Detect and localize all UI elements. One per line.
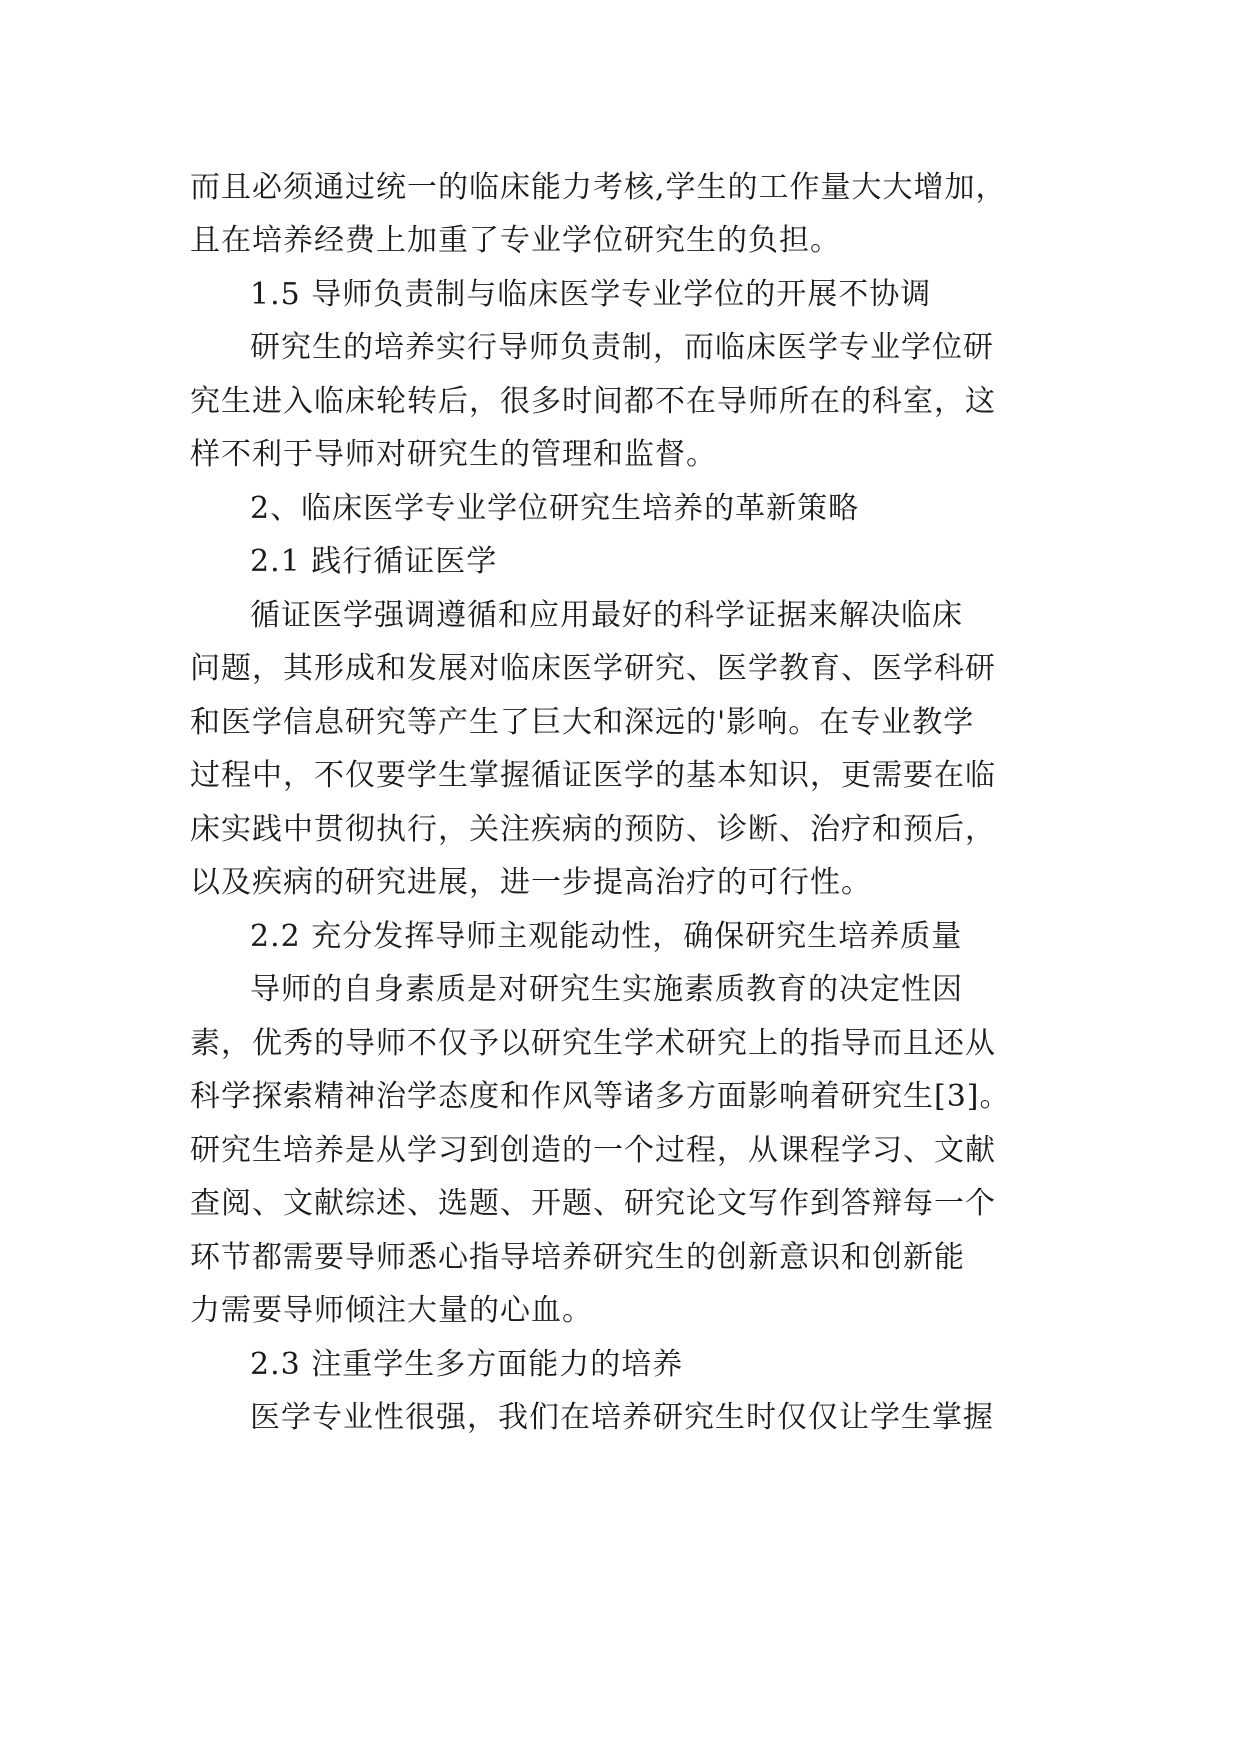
text-line: 查阅、文献综述、选题、开题、研究论文写作到答辩每一个 xyxy=(190,1186,996,1221)
text-line: 且在培养经费上加重了专业学位研究生的负担。 xyxy=(190,223,841,258)
text-line: 研究生培养是从学习到创造的一个过程，从课程学习、文献 xyxy=(190,1133,996,1168)
text-line: 床实践中贯彻执行，关注疾病的预防、诊断、治疗和预后， xyxy=(190,812,996,847)
text-line: 素，优秀的导师不仅予以研究生学术研究上的指导而且还从 xyxy=(190,1026,996,1061)
text-line: 以及疾病的研究进展，进一步提高治疗的可行性。 xyxy=(190,865,872,900)
text-line: 环节都需要导师悉心指导培养研究生的创新意识和创新能 xyxy=(190,1240,965,1275)
text-line: 循证医学强调遵循和应用最好的科学证据来解决临床 xyxy=(250,598,963,633)
text-line: 研究生的培养实行导师负责制，而临床医学专业学位研 xyxy=(250,330,994,365)
text-line: 力需要导师倾注大量的心血。 xyxy=(190,1293,593,1328)
text-line: 而且必须通过统一的临床能力考核,学生的工作量大大增加， xyxy=(190,170,1007,205)
text-line: 导师的自身素质是对研究生实施素质教育的决定性因 xyxy=(250,972,963,1007)
text-line: 究生进入临床轮转后，很多时间都不在导师所在的科室，这 xyxy=(190,384,996,419)
section-heading: 2.2 充分发挥导师主观能动性，确保研究生培养质量 xyxy=(250,919,963,954)
section-heading: 2.1 践行循证医学 xyxy=(250,544,498,579)
text-line: 过程中，不仅要学生掌握循证医学的基本知识，更需要在临 xyxy=(190,758,996,793)
section-heading: 2、临床医学专业学位研究生培养的革新策略 xyxy=(250,491,860,526)
section-heading: 2.3 注重学生多方面能力的培养 xyxy=(250,1347,684,1382)
text-line: 科学探索精神治学态度和作风等诸多方面影响着研究生[3]。 xyxy=(190,1079,1011,1114)
text-line: 问题，其形成和发展对临床医学研究、医学教育、医学科研 xyxy=(190,651,996,686)
section-heading: 1.5 导师负责制与临床医学专业学位的开展不协调 xyxy=(250,277,932,312)
text-line: 医学专业性很强，我们在培养研究生时仅仅让学生掌握 xyxy=(250,1400,994,1435)
text-line: 样不利于导师对研究生的管理和监督。 xyxy=(190,437,717,472)
text-line: 和医学信息研究等产生了巨大和深远的'影响。在专业教学 xyxy=(190,705,975,740)
